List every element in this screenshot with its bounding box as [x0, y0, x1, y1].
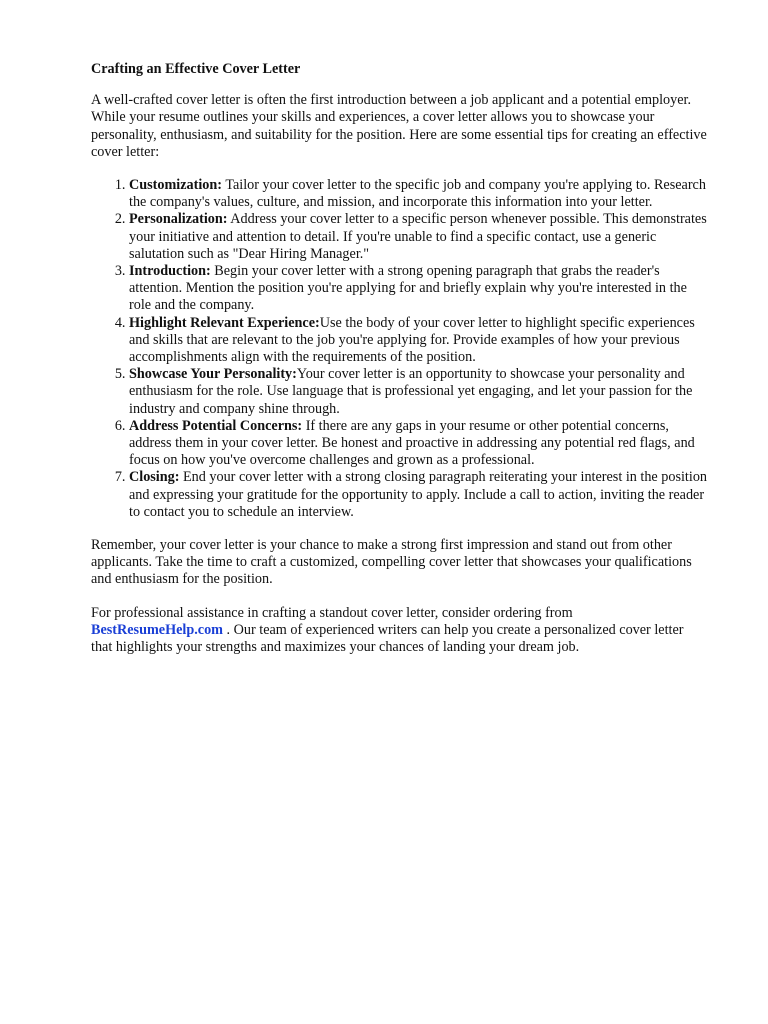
tip-item — [129, 177, 708, 211]
intro-paragraph: A well-crafted cover letter is often the first introduction between a job applicant and a potential employer. While your resume outlines your skills and experiences, a cover letter allows you to showcase your personality, enthusiasm, and suitability for the position. Here are some essential tips for creating an effective cover letter: — [91, 92, 707, 160]
tip-text: Tailor your cover letter to the specific job and company you're applying to. Research the company's values, culture, and mission, and incorporate this information into your letter. — [129, 177, 706, 211]
closing-text-after: . Our team of experienced writers can help you create a personalized cover letter that highlights your strengths and maximizes your chances of landing your dream job. — [91, 621, 684, 656]
tip-text: Use the body of your cover letter to highlight specific experiences and skills that are relevant to the job you're applying for. Provide examples of how your previous accomplishments align with the requirements of the position. — [129, 314, 695, 366]
tips-list — [91, 177, 708, 521]
tip-text: End your cover letter with a strong closing paragraph reiterating your interest in the position and expressing your gratitude for the opportunity to apply. Include a call to action, inviting the reader to contact you to schedule an interview. — [129, 469, 708, 520]
tip-heading: Introduction: — [129, 263, 211, 280]
document-title: Crafting an Effective Cover Letter — [91, 61, 301, 77]
closing-text-before: For professional assistance in crafting a standout cover letter, consider ordering from — [91, 604, 573, 621]
tip-heading: Highlight Relevant Experience: — [129, 314, 320, 331]
bestresumehelp-link[interactable]: BestResumeHelp.com — [91, 621, 223, 638]
tip-item — [129, 315, 708, 367]
tip-text: Address your cover letter to a specific person whenever possible. This demonstrates your initiative and attention to detail. If you're unable to find a specific contact, use a generic salutation such as "Dear Hiring Manager." — [129, 211, 707, 262]
tip-item — [129, 263, 708, 315]
tip-text: If there are any gaps in your resume or other potential concerns, address them in your cover letter. Be honest and proactive in addressing any potential red flags, and focus on how you've overcome challenges and grown as a professional. — [129, 417, 695, 469]
remember-paragraph: Remember, your cover letter is your chance to make a strong first impression and stand out from other applicants. Take the time to craft a customized, compelling cover letter that showcases your qualifications and enthusiasm for the position. — [91, 537, 692, 588]
tip-heading: Personalization: — [129, 211, 228, 228]
tip-item — [129, 418, 708, 470]
tip-heading: Showcase Your Personality: — [129, 366, 297, 383]
closing-paragraph — [91, 605, 708, 657]
tip-heading: Customization: — [129, 177, 223, 194]
tip-text: Your cover letter is an opportunity to showcase your personality and enthusiasm for the role. Use language that is professional yet engaging, and let your passion for the industry and company shine through. — [129, 366, 693, 417]
tip-heading: Closing: — [129, 469, 180, 486]
tip-text: Begin your cover letter with a strong opening paragraph that grabs the reader's attention. Mention the position you're applying for and briefly explain why you're interested in the role and the company. — [129, 263, 687, 314]
tip-item — [129, 211, 708, 263]
tip-heading: Address Potential Concerns: — [129, 417, 303, 434]
tip-item — [129, 469, 708, 521]
tip-item — [129, 366, 708, 418]
